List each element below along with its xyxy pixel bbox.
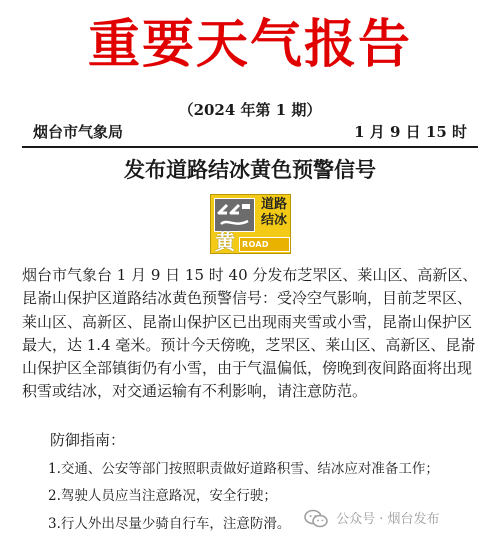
defense-guide-item: 1.交通、公安等部门按照职责做好道路积雪、结冰应对准备工作； [48, 461, 439, 477]
warning-headline: 发布道路结冰黄色预警信号 [124, 158, 376, 182]
issue-number: （2024 年第 1 期） [178, 101, 322, 119]
body-line: 烟台市气象台 1 月 9 日 15 时 40 分发布芝罘区、莱山区、高新区、 [22, 266, 478, 284]
issuer-name: 烟台市气象局 [33, 123, 124, 141]
header-divider [22, 146, 478, 148]
warning-icon-label: 道路结冰 [260, 197, 287, 228]
body-line: 最大，达 1.4 毫米。预计今天傍晚，芝罘区、莱山区、高新区、昆嵛 [22, 335, 476, 354]
road-skid-icon [214, 198, 255, 232]
warning-level-glyph: 黄 [215, 230, 235, 254]
warning-body-text [22, 264, 480, 404]
body-line: 积雪或结冰，对交通运输有不利影响，请注意防范。 [22, 382, 368, 401]
report-meta-row [33, 122, 467, 142]
body-line: 昆嵛山保护区道路结冰黄色预警信号：受冷空气影响，目前芝罘区、 [22, 289, 473, 308]
body-line: 莱山区、高新区、昆嵛山保护区已出现雨夹雪或小雪，昆嵛山保护区 [22, 312, 473, 331]
defense-guide-title: 防御指南： [50, 431, 126, 449]
wechat-watermark [304, 507, 440, 533]
road-icing-warning-icon [210, 194, 291, 262]
issue-time: 1 月 9 日 15 时 [354, 123, 467, 141]
defense-guide-item: 2.驾驶人员应当注意路况，安全行驶； [48, 488, 277, 504]
report-masthead: 重要天气报告 [87, 14, 412, 75]
defense-guide-item: 3.行人外出尽量少骑自行车，注意防滑。 [48, 516, 291, 532]
watermark-text: 公众号 · 烟台发布 [336, 512, 440, 527]
body-line: 山保护区全部镇街仍有小雪，由于气温偏低，傍晚到夜间路面将出现 [22, 359, 473, 378]
warning-icon-english-label: ROAD ICING [239, 237, 290, 252]
wechat-logo-icon [304, 509, 328, 529]
